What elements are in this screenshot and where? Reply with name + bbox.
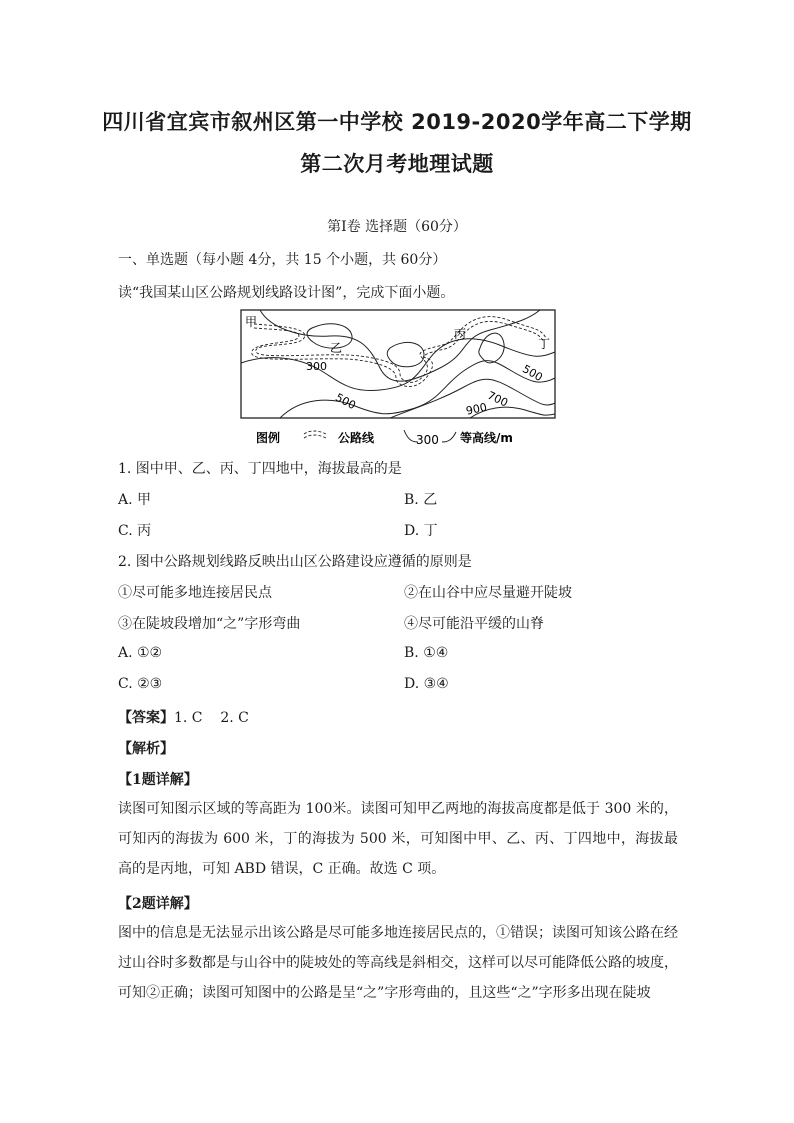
- section-heading: 第Ⅰ卷 选择题（60分）: [327, 219, 467, 235]
- document-title-line2: 第二次月考地理试题: [300, 152, 494, 176]
- label-jia: 甲: [245, 315, 258, 329]
- detail-1-label: 【1题详解】: [118, 772, 198, 788]
- contour-map: [240, 308, 558, 448]
- contour-value: 300: [306, 360, 327, 373]
- answer-text: 1. C 2. C: [174, 710, 249, 726]
- legend-title: 图例: [256, 431, 281, 445]
- question-2-statement-1: ①尽可能多地连接居民点: [118, 585, 272, 601]
- question-2-statement-4: ④尽可能沿平缓的山脊: [404, 616, 544, 632]
- question-2-option-a: A. ①②: [118, 645, 163, 661]
- detail-2-text: 图中的信息是无法显示出该公路是尽可能多地连接居民点的，①错误；读图可知该公路在经过山谷时多数都是与山谷中的陡坡处的等高线是斜相交，这样可以尽可能降低公路的坡度，可知②正确；读图可知图中的公路是呈“之”字形弯曲的，且这些“之”字形多出现在陡坡: [118, 925, 678, 1001]
- question-2-option-d: D. ③④: [404, 676, 449, 692]
- answer-line: [118, 707, 249, 727]
- legend-road-symbol: [304, 435, 326, 438]
- label-yi: 乙: [330, 341, 343, 355]
- question-1-option-b: B. 乙: [404, 492, 438, 508]
- legend-road-symbol: [304, 431, 326, 434]
- question-2-option-b: B. ①④: [404, 645, 449, 661]
- legend-road-label: 公路线: [338, 431, 375, 445]
- contour-value: 900: [464, 400, 489, 418]
- question-2-statement-3: ③在陡坡段增加“之”字形弯曲: [118, 616, 301, 632]
- question-2-stem: 2. 图中公路规划线路反映出山区公路建设应遵循的原则是: [118, 554, 472, 570]
- contour-value: 700: [485, 388, 510, 410]
- contour-value: 500: [333, 390, 358, 413]
- document-title-line1: 四川省宜宾市叙州区第一中学校 2019-2020学年高二下学期: [102, 110, 692, 134]
- legend-contour-label: 等高线/m: [460, 431, 513, 445]
- detail-1-text: 读图可知图示区域的等高距为 100米。读图可知甲乙两地的海拔高度都是低于 300 米的，可知丙的海拔为 600 米，丁的海拔为 500 米，可知图中甲、乙、丙、丁四地中，海拔最高的是丙地，可知 ABD 错误，C 正确。故选 C 项。: [118, 801, 678, 877]
- question-2-statement-2: ②在山谷中应尽量避开陡坡: [404, 585, 572, 601]
- question-2-option-c: C. ②③: [118, 676, 163, 692]
- legend-contour-value: 300: [416, 433, 439, 447]
- label-bing: 丙: [454, 327, 467, 341]
- label-ding: 丁: [538, 337, 551, 351]
- contour-value: 500: [520, 362, 545, 385]
- question-1-option-d: D. 丁: [404, 523, 438, 539]
- question-1-stem: 1. 图中甲、乙、丙、丁四地中，海拔最高的是: [118, 461, 402, 477]
- detail-2-label: 【2题详解】: [118, 896, 198, 912]
- map-intro: 读“我国某山区公路规划线路设计图”，完成下面小题。: [118, 285, 455, 301]
- answer-label: 【答案】: [118, 710, 174, 726]
- question-1-option-a: A. 甲: [118, 492, 152, 508]
- analysis-label: 【解析】: [118, 741, 174, 757]
- legend-contour-symbol: [442, 432, 456, 442]
- question-1-option-c: C. 丙: [118, 523, 152, 539]
- part-heading: 一、单选题（每小题 4分，共 15 个小题，共 60分）: [118, 252, 447, 268]
